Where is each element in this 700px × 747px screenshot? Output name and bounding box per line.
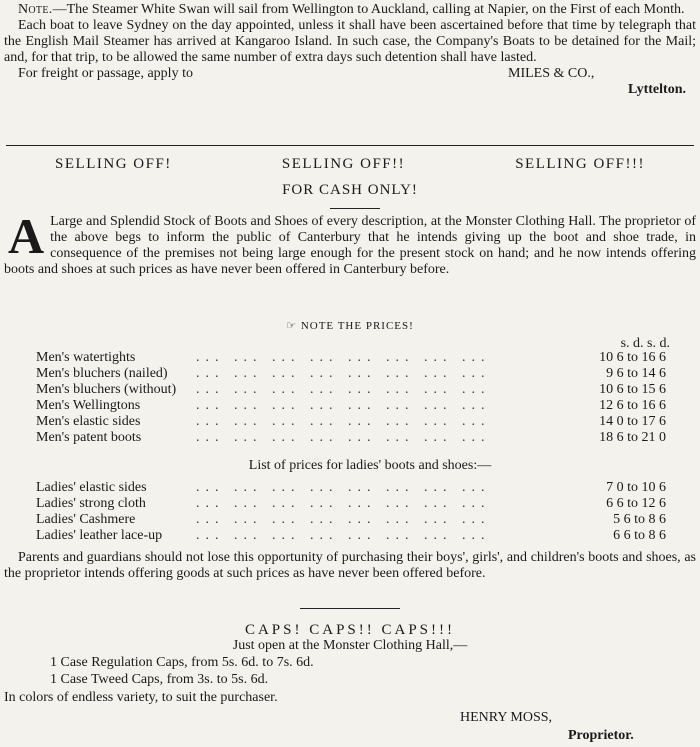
item-price: 10 6 to 16 6 bbox=[599, 350, 666, 365]
leader-dots: ... ... ... ... ... ... ... ... bbox=[196, 414, 491, 429]
table-row bbox=[36, 382, 666, 398]
table-row bbox=[36, 398, 666, 414]
table-row bbox=[36, 528, 666, 544]
selling-off-row bbox=[0, 156, 700, 172]
drop-cap: A bbox=[8, 208, 45, 264]
item-name: Men's patent boots bbox=[36, 430, 142, 445]
leader-dots: ... ... ... ... ... ... ... ... bbox=[196, 382, 491, 397]
leader-dots: ... ... ... ... ... ... ... ... bbox=[196, 430, 491, 445]
leader-dots: ... ... ... ... ... ... ... ... bbox=[196, 398, 491, 413]
note-label: Note. bbox=[18, 2, 53, 17]
agent-name: MILES & CO., bbox=[508, 66, 595, 81]
selling-off-3: SELLING OFF!!! bbox=[515, 156, 645, 172]
item-name: Ladies' Cashmere bbox=[36, 512, 136, 527]
divider bbox=[330, 208, 380, 209]
sd-header: s. d. s. d. bbox=[620, 336, 670, 351]
item-price: 18 6 to 21 0 bbox=[599, 430, 666, 445]
freight-line: For freight or passage, apply to MILES & CO., bbox=[18, 66, 595, 81]
divider bbox=[300, 608, 400, 609]
leader-dots: ... ... ... ... ... ... ... ... bbox=[196, 528, 491, 543]
item-price: 9 6 to 14 6 bbox=[606, 366, 666, 381]
leader-dots: ... ... ... ... ... ... ... ... bbox=[196, 366, 491, 381]
agent-place: Lyttelton. bbox=[628, 82, 686, 97]
item-price: 6 6 to 12 6 bbox=[606, 496, 666, 511]
table-row bbox=[36, 350, 666, 366]
item-name: Men's bluchers (without) bbox=[36, 382, 177, 397]
item-name: Men's watertights bbox=[36, 350, 136, 365]
caps-open-line: Just open at the Monster Clothing Hall,— bbox=[232, 638, 468, 653]
table-row bbox=[36, 366, 666, 382]
item-name: Ladies' strong cloth bbox=[36, 496, 146, 511]
ladies-heading: List of prices for ladies' boots and shoes:— bbox=[248, 458, 492, 473]
note-the-prices: ☞ NOTE THE PRICES! bbox=[286, 320, 414, 332]
item-price: 14 0 to 17 6 bbox=[599, 414, 666, 429]
caps-line-2: 1 Case Tweed Caps, from 3s. to 5s. 6d. bbox=[50, 672, 269, 687]
proprietor-title: Proprietor. bbox=[568, 728, 634, 743]
leader-dots: ... ... ... ... ... ... ... ... bbox=[196, 480, 491, 495]
note-paragraph: Note.—The Steamer White Swan will sail from Wellington to Auckland, calling at Napier, on the First of each Month. bbox=[18, 2, 685, 17]
item-name: Ladies' elastic sides bbox=[36, 480, 147, 495]
item-name: Men's Wellingtons bbox=[36, 398, 141, 413]
table-row bbox=[36, 414, 666, 430]
item-price: 7 0 to 10 6 bbox=[606, 480, 666, 495]
table-row bbox=[36, 496, 666, 512]
table-row bbox=[36, 480, 666, 496]
item-price: 5 6 to 8 6 bbox=[613, 512, 666, 527]
mail-steamer-paragraph: Each boat to leave Sydney on the day appointed, unless it shall have been ascertained before that time by telegraph that the English Mail Steamer has arrived at Kangaroo Island. In such case, the Company's Boats to be detained for the Mail; and, for that trip, to be allowed the same number of extra days such detention shall have lasted. bbox=[4, 18, 696, 65]
for-cash-heading: FOR CASH ONLY! bbox=[282, 182, 418, 198]
caps-line-3: In colors of endless variety, to suit the purchaser. bbox=[4, 690, 278, 705]
item-name: Men's bluchers (nailed) bbox=[36, 366, 168, 381]
leader-dots: ... ... ... ... ... ... ... ... bbox=[196, 512, 491, 527]
intro-block bbox=[4, 208, 696, 278]
table-row bbox=[36, 430, 666, 446]
selling-off-2: SELLING OFF!! bbox=[281, 156, 406, 172]
item-name: Men's elastic sides bbox=[36, 414, 141, 429]
intro-paragraph: Large and Splendid Stock of Boots and Shoes of every description, at the Monster Clothing Hall. The proprietor of the above begs to inform the public of Canterbury that he intends giving up the boot and shoe trade, in consequence of the premises not being large enough for the present stock on hand; and he now intends offering boots and shoes at such prices as have never been offered in Canterbury before. bbox=[4, 214, 696, 277]
shipping-notice bbox=[4, 2, 696, 98]
parents-block bbox=[4, 550, 696, 582]
caps-line-1: 1 Case Regulation Caps, from 5s. 6d. to 7s. 6d. bbox=[50, 655, 314, 670]
leader-dots: ... ... ... ... ... ... ... ... bbox=[196, 350, 491, 365]
leader-dots: ... ... ... ... ... ... ... ... bbox=[196, 496, 491, 511]
proprietor-name: HENRY MOSS, bbox=[460, 710, 553, 725]
mens-price-table bbox=[36, 350, 666, 446]
selling-off-1: SELLING OFF! bbox=[55, 156, 172, 172]
caps-heading: CAPS! CAPS!! CAPS!!! bbox=[244, 622, 456, 638]
parents-paragraph: Parents and guardians should not lose this opportunity of purchasing their boys', girls', and children's boots and shoes, as the proprietor intends offering goods at such prices as have never been offered before. bbox=[4, 550, 696, 581]
item-price: 6 6 to 8 6 bbox=[613, 528, 666, 543]
ladies-price-table bbox=[36, 480, 666, 544]
divider bbox=[6, 145, 694, 146]
table-row bbox=[36, 512, 666, 528]
item-name: Ladies' leather lace-up bbox=[36, 528, 163, 543]
item-price: 10 6 to 15 6 bbox=[599, 382, 666, 397]
item-price: 12 6 to 16 6 bbox=[599, 398, 666, 413]
